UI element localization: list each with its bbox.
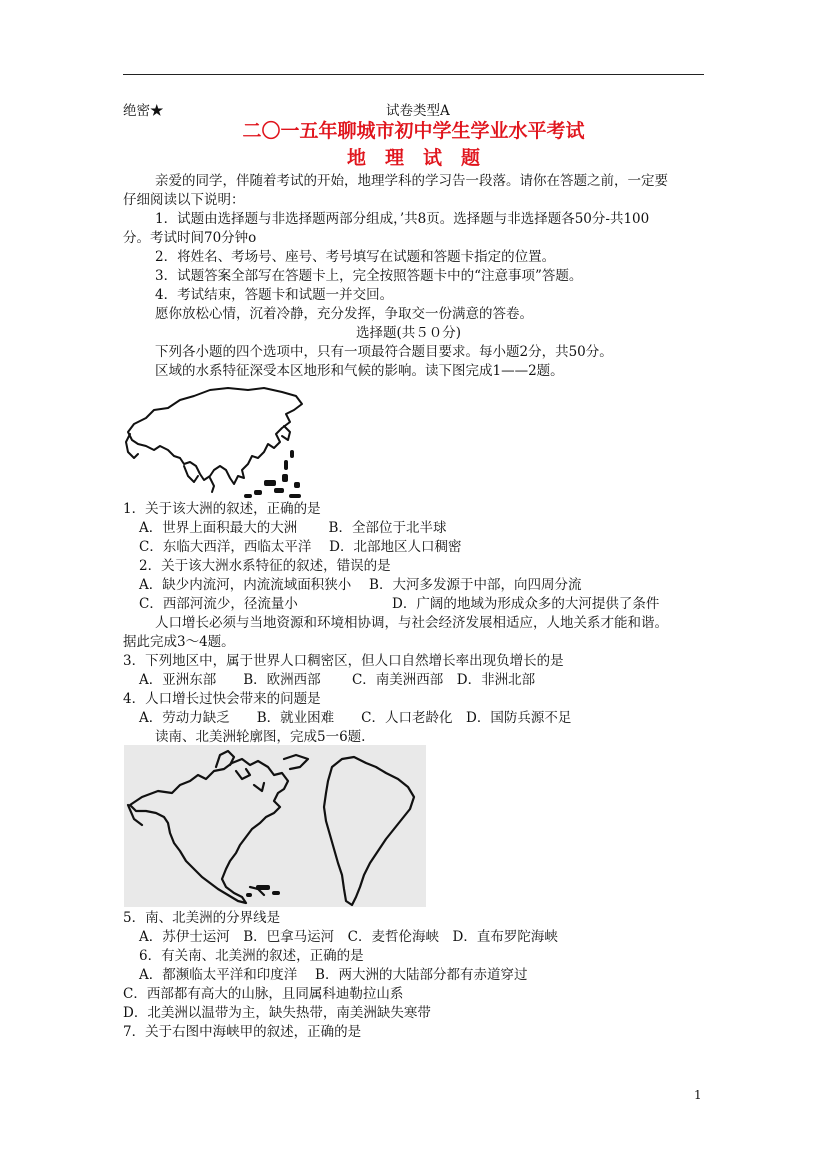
section-instruction: 下列各小题的四个选项中，只有一项最符合题目要求。每小题2分，共50分。 (155, 344, 613, 360)
intro-line: 愿你放松心情，沉着冷静，充分发挥，争取交一份满意的答卷。 (155, 306, 533, 322)
asia-outline-map (124, 384, 306, 502)
exam-title: 二〇一五年聊城市初中学生学业水平考试 (242, 120, 585, 142)
secret-mark: 绝密★ (123, 103, 164, 119)
question-2-option-c: C．西部河流少，径流量小 (139, 596, 298, 612)
question-2-options-ab: A．缺少内流河，内流流域面积狭小 B．大河多发源于中部，向四周分流 (139, 577, 582, 593)
intro-line: 4．考试结束，答题卡和试题一并交回。 (155, 287, 394, 303)
intro-line: 分。考试时间70分钟ο (123, 230, 257, 246)
section-heading: 选择题(共５０分) (356, 325, 462, 341)
question-3: 3．下列地区中，属于世界人口稠密区，但人口自然增长率出现负增长的是 (123, 653, 564, 669)
lead-q5-6: 读南、北美洲轮廓图，完成5一6题. (155, 729, 366, 745)
question-2: 2．关于该大洲水系特征的叙述，错误的是 (139, 558, 391, 574)
question-7: 7．关于右图中海峡甲的叙述，正确的是 (123, 1024, 362, 1040)
question-4: 4．人口增长过快会带来的问题是 (123, 691, 321, 707)
lead-q3-4: 人口增长必须与当地资源和环境相协调，与社会经济发展相适应，人地关系才能和谐。 (155, 615, 668, 631)
lead-q1-2: 区域的水系特征深受本区地形和气候的影响。读下图完成1——2题。 (155, 363, 564, 379)
question-6: 6．有关南、北美洲的叙述，正确的是 (139, 948, 364, 964)
intro-line: 1．试题由选择题与非选择题两部分组成，’共8页。选择题与非选择题各50分-共100 (155, 211, 650, 227)
top-rule (123, 74, 704, 75)
question-3-options: A．亚洲东部 B．欧洲西部 C．南美洲西部 D．非洲北部 (139, 672, 536, 688)
intro-line: 3．试题答案全部写在答题卡上，完全按照答题卡中的“注意事项”答题。 (155, 268, 583, 284)
americas-outline-map (124, 745, 426, 907)
intro-line: 2．将姓名、考场号、座号、考号填写在试题和答题卡指定的位置。 (155, 249, 556, 265)
question-5: 5．南、北美洲的分界线是 (123, 910, 281, 926)
page-number: 1 (694, 1088, 702, 1102)
question-6-option-c: C．西部都有高大的山脉，且同属科迪勒拉山系 (123, 986, 404, 1002)
question-2-option-d: D．广阔的地域为形成众多的大河提供了条件 (392, 596, 660, 612)
intro-line: 亲爱的同学，伴随着考试的开始，地理学科的学习告一段落。请你在答题之前，一定要 (155, 173, 668, 189)
question-5-options: A．苏伊士运河 B．巴拿马运河 C．麦哲伦海峡 D．直布罗陀海峡 (139, 929, 558, 945)
question-6-option-d: D．北美洲以温带为主，缺失热带，南美洲缺失寒带 (123, 1005, 431, 1021)
question-4-options: A．劳动力缺乏 B．就业困难 C．人口老龄化 D．国防兵源不足 (139, 710, 572, 726)
subject-title: 地 理 试 题 (346, 147, 480, 169)
lead-q3-4-cont: 据此完成3～4题。 (123, 634, 235, 650)
paper-type: 试卷类型A (386, 103, 450, 119)
intro-line: 仔细阅读以下说明： (123, 192, 245, 208)
question-1-options-ab: A．世界上面积最大的大洲 B．全部位于北半球 (139, 520, 447, 536)
question-6-options-ab: A．都濒临太平洋和印度洋 B．两大洲的大陆部分都有赤道穿过 (139, 967, 528, 983)
question-1-options-cd: C．东临大西洋，西临太平洋 D．北部地区人口稠密 (139, 539, 462, 555)
question-1: 1．关于该大洲的叙述，正确的是 (123, 501, 321, 517)
